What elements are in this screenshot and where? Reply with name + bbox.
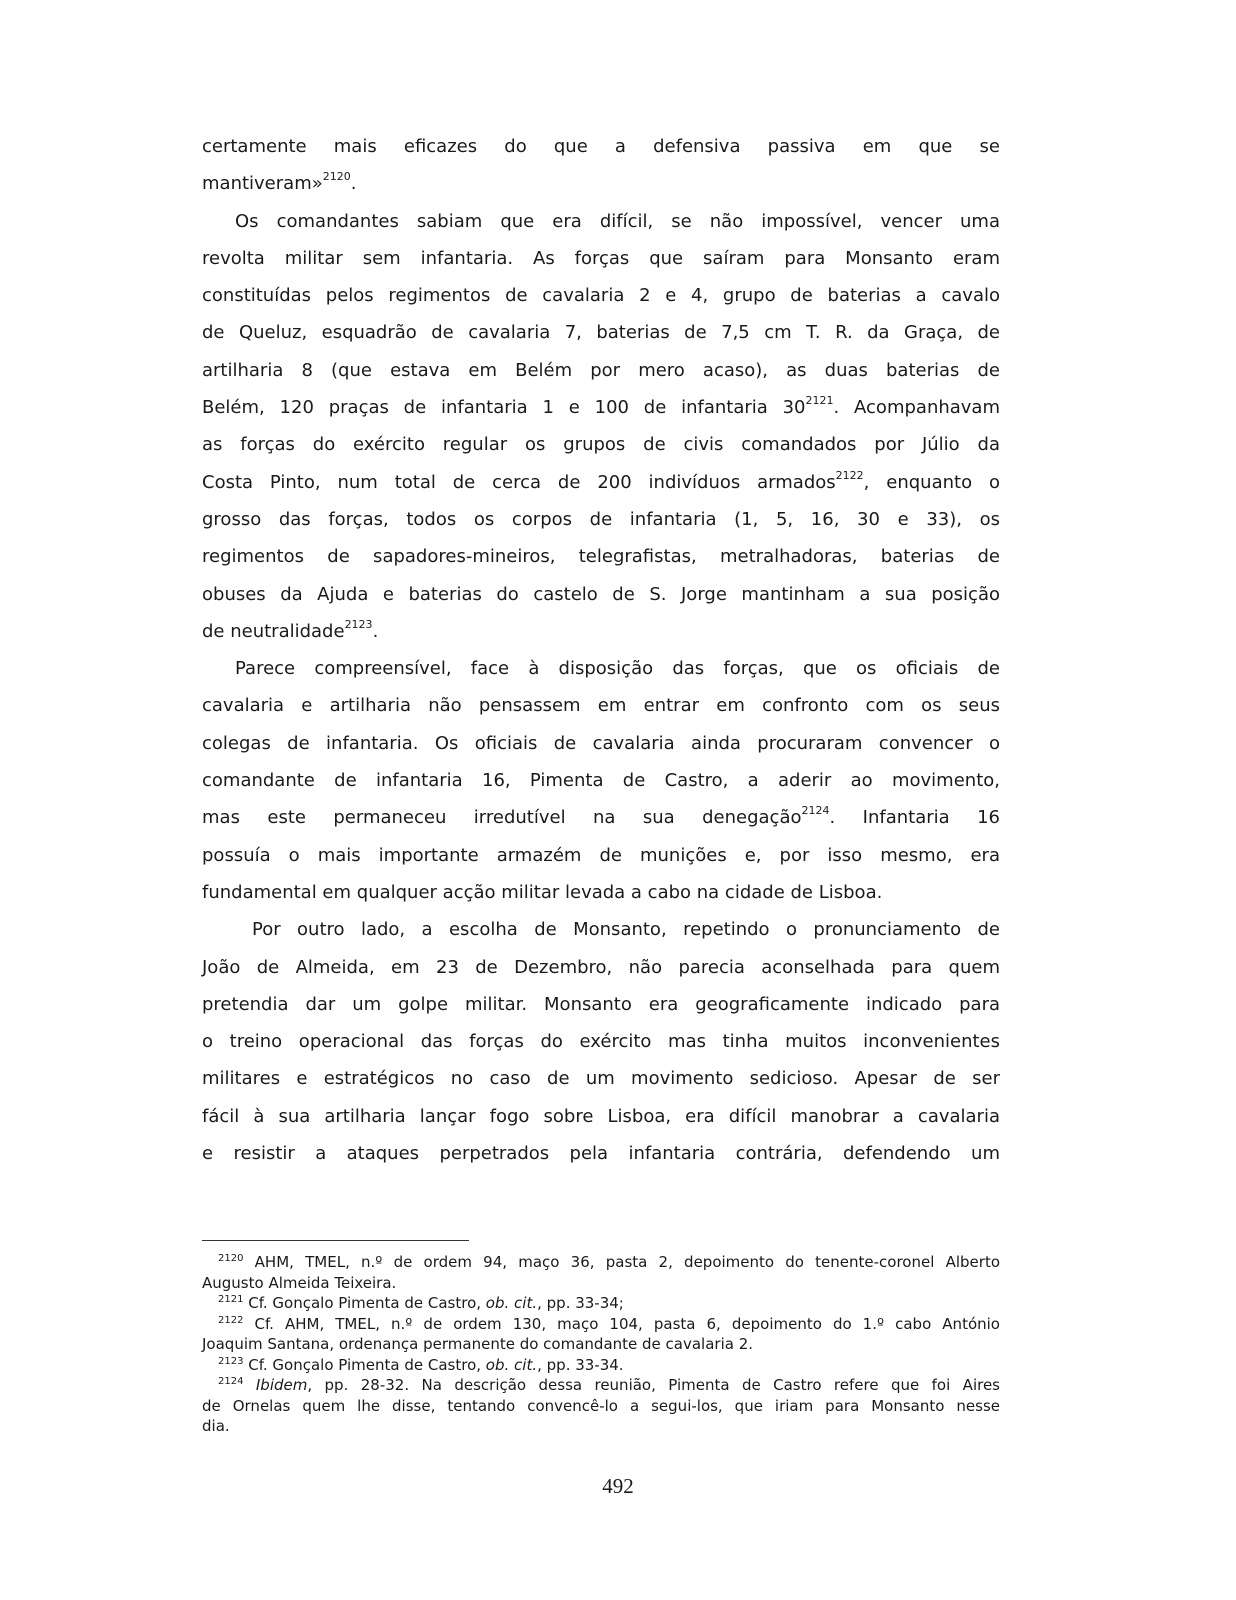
text-line: grosso das forças, todos os corpos de infantaria (1, 5, 16, 30 e 33), os — [202, 508, 1000, 530]
footnote-ref[interactable]: 2120 — [322, 170, 351, 184]
footnote-2120 — [202, 1252, 1000, 1273]
text-segment: . — [350, 173, 357, 195]
footnote-text: Cf. AHM, TMEL, n.º de ordem 130, maço 104, pasta 6, depoimento do 1.º cabo António — [254, 1314, 1000, 1333]
footnote-text: , pp. 33-34. — [537, 1355, 624, 1374]
footnote-ref[interactable]: 2122 — [835, 468, 864, 482]
text-segment: , enquanto o — [863, 471, 1000, 493]
text-segment: de neutralidade — [202, 620, 345, 642]
footnotes — [202, 1252, 1000, 1437]
text-line: Parece compreensível, face à disposição das forças, que os oficiais de — [235, 658, 1000, 680]
text-line: fundamental em qualquer acção militar levada a cabo na cidade de Lisboa. — [202, 881, 883, 903]
footnote-line: Augusto Almeida Teixeira. — [202, 1273, 397, 1292]
text-line: certamente mais eficazes do que a defensiva passiva em que se — [202, 136, 1000, 157]
footnote-separator — [202, 1240, 469, 1241]
footnote-number: 2121 — [218, 1294, 244, 1305]
footnote-italic: ob. cit. — [485, 1355, 538, 1374]
text-line: pretendia dar um golpe militar. Monsanto era geograficamente indicado para — [202, 993, 1000, 1015]
footnote-italic: Ibidem — [255, 1376, 308, 1394]
footnote-number: 2120 — [218, 1253, 244, 1264]
footnote-number: 2122 — [218, 1314, 244, 1326]
text-segment: mas este permaneceu irredutível na sua denegação — [202, 807, 802, 829]
text-line — [202, 165, 1000, 202]
text-segment: . — [372, 620, 379, 642]
text-line — [202, 799, 1000, 836]
footnote-2121 — [202, 1293, 1000, 1314]
footnote-ref[interactable]: 2121 — [805, 394, 834, 408]
footnote-number: 2124 — [218, 1376, 244, 1387]
footnote-text: , pp. 33-34; — [537, 1294, 624, 1312]
text-line: possuía o mais importante armazém de munições e, por isso mesmo, era — [202, 844, 1000, 866]
text-line: militares e estratégicos no caso de um movimento sedicioso. Apesar de ser — [202, 1068, 1000, 1090]
text-line — [202, 464, 1000, 501]
footnote-line: dia. — [202, 1417, 230, 1435]
text-line: constituídas pelos regimentos de cavalaria 2 e 4, grupo de baterias a cavalo — [202, 285, 1000, 307]
text-line: revolta militar sem infantaria. As forças que saíram para Monsanto eram — [202, 247, 1000, 269]
footnote-text: , pp. 28-32. Na descrição dessa reunião, Pimenta de Castro refere que foi Aires — [307, 1376, 1000, 1394]
text-line: Os comandantes sabiam que era difícil, se não impossível, vencer uma — [235, 210, 1000, 232]
footnote-line: de Ornelas quem lhe disse, tentando convencê-lo a segui-los, que iriam para Monsanto nesse — [202, 1396, 1000, 1415]
footnote-text: Cf. Gonçalo Pimenta de Castro, — [248, 1294, 486, 1312]
footnote-line: Joaquim Santana, ordenança permanente do comandante de cavalaria 2. — [202, 1335, 754, 1353]
body-text — [202, 128, 1000, 1172]
text-line: João de Almeida, em 23 de Dezembro, não parecia aconselhada para quem — [202, 956, 1000, 978]
footnote-italic: ob. cit. — [485, 1294, 538, 1312]
footnote-ref[interactable]: 2124 — [801, 804, 830, 818]
text-segment: . Infantaria 16 — [829, 807, 1000, 829]
text-line — [202, 613, 1000, 650]
footnote-2124 — [202, 1375, 1000, 1396]
text-line: cavalaria e artilharia não pensassem em entrar em confronto com os seus — [202, 695, 1000, 717]
text-line: de Queluz, esquadrão de cavalaria 7, baterias de 7,5 cm T. R. da Graça, de — [202, 322, 1000, 344]
footnote-ref[interactable]: 2123 — [344, 617, 373, 631]
text-line: obuses da Ajuda e baterias do castelo de S. Jorge mantinham a sua posição — [202, 583, 1000, 605]
text-line: fácil à sua artilharia lançar fogo sobre Lisboa, era difícil manobrar a cavalaria — [202, 1105, 1000, 1127]
footnote-text: AHM, TMEL, n.º de ordem 94, maço 36, pasta 2, depoimento do tenente-coronel Alberto — [254, 1253, 1001, 1271]
text-line: as forças do exército regular os grupos de civis comandados por Júlio da — [202, 434, 1000, 456]
text-line — [202, 389, 1000, 426]
text-line: comandante de infantaria 16, Pimenta de Castro, a aderir ao movimento, — [202, 770, 1000, 792]
text-segment: . Acompanhavam — [833, 397, 1001, 419]
text-segment: Costa Pinto, num total de cerca de 200 indivíduos armados — [202, 471, 836, 493]
text-line: regimentos de sapadores-mineiros, telegrafistas, metralhadoras, baterias de — [202, 546, 1000, 568]
text-line: Por outro lado, a escolha de Monsanto, repetindo o pronunciamento de — [252, 919, 1000, 941]
text-line: colegas de infantaria. Os oficiais de cavalaria ainda procuraram convencer o — [202, 732, 1000, 754]
footnote-text: Cf. Gonçalo Pimenta de Castro, — [248, 1355, 486, 1374]
page-number: 492 — [602, 1474, 634, 1498]
footnote-2122 — [202, 1314, 1000, 1335]
text-line: o treino operacional das forças do exército mas tinha muitos inconvenientes — [202, 1031, 1000, 1053]
text-segment: mantiveram» — [202, 173, 323, 195]
footnote-2123 — [202, 1355, 1000, 1376]
text-segment: Belém, 120 praças de infantaria 1 e 100 de infantaria 30 — [202, 397, 806, 419]
text-line: e resistir a ataques perpetrados pela infantaria contrária, defendendo um — [202, 1143, 1000, 1165]
footnote-number: 2123 — [218, 1355, 244, 1367]
text-line: artilharia 8 (que estava em Belém por mero acaso), as duas baterias de — [202, 359, 1000, 381]
